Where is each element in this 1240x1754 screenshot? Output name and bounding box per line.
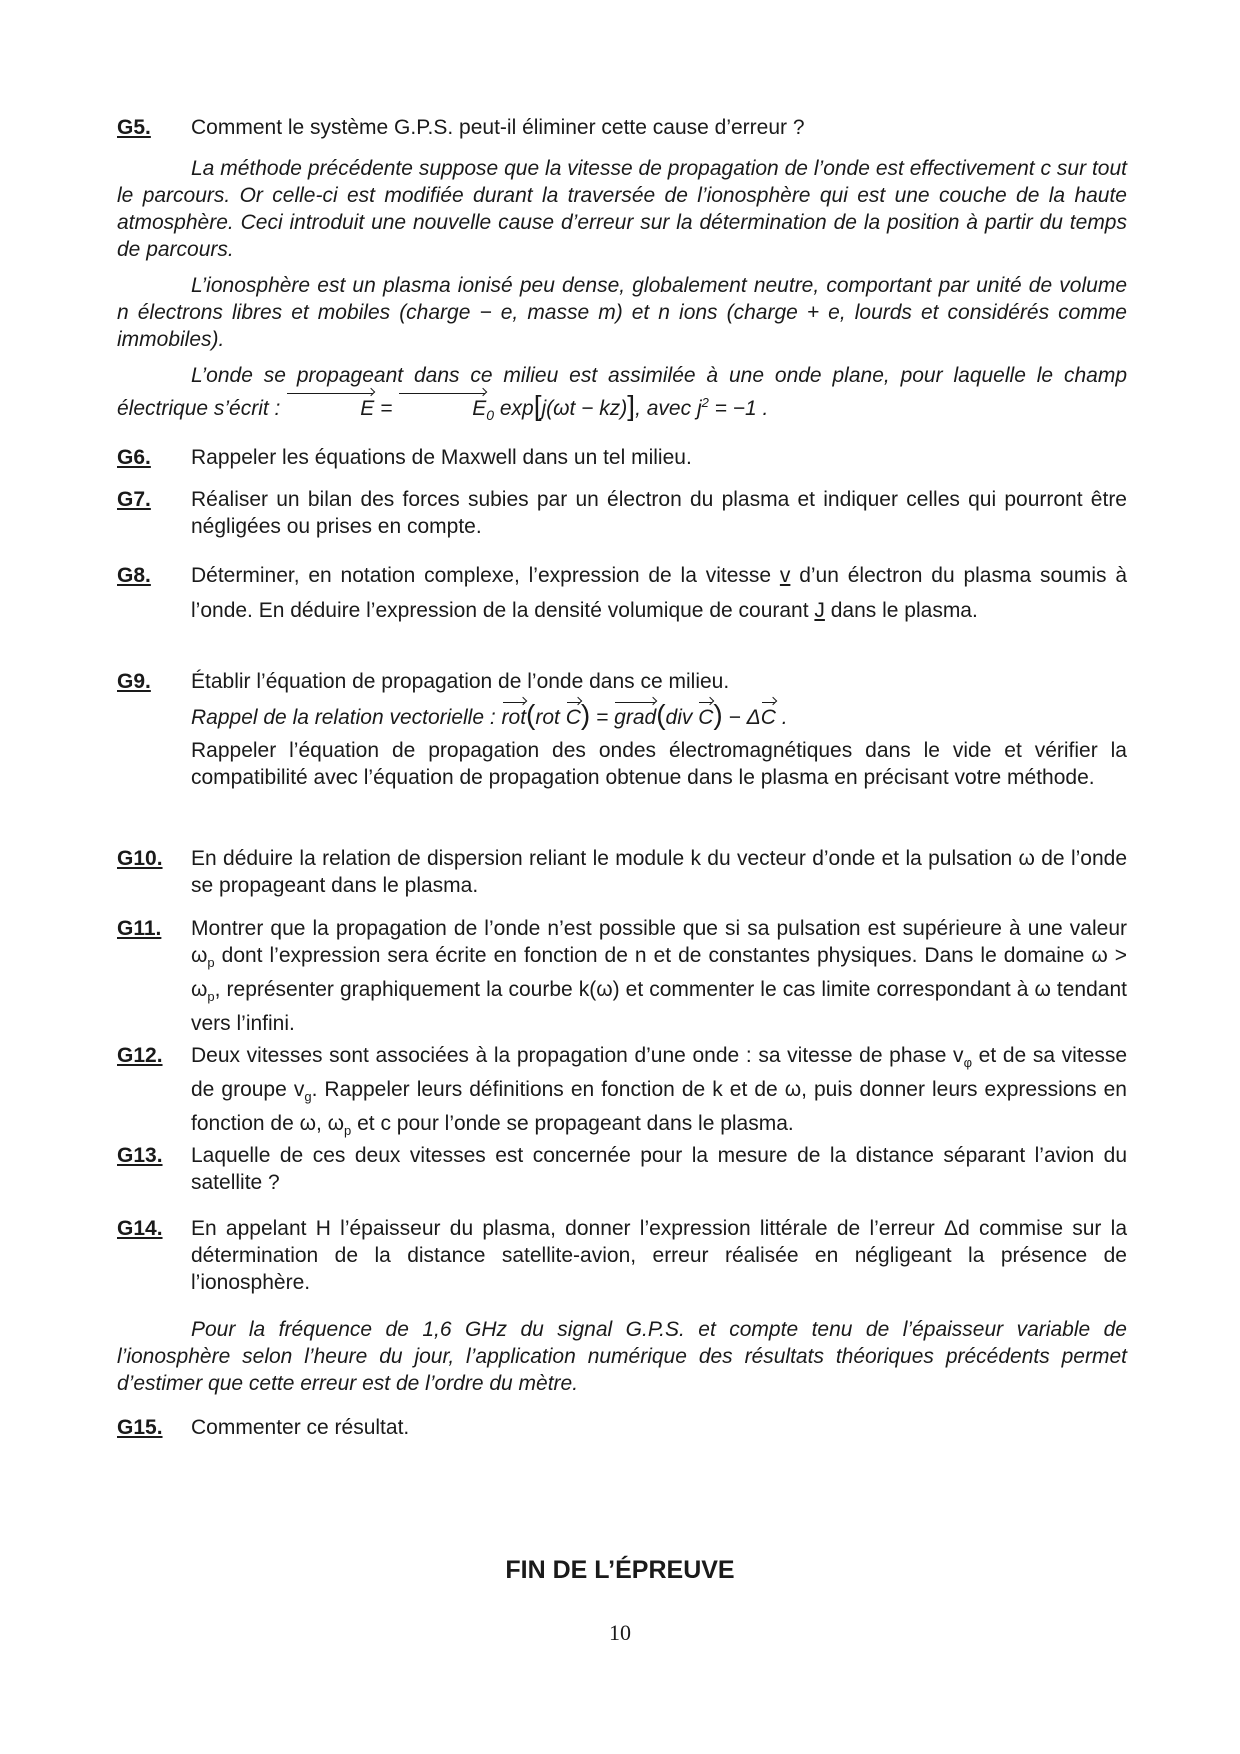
question-number: G12. <box>117 1044 163 1067</box>
field-equation: $E = E_0$ exp[j(ωt − kz)] <box>286 397 635 420</box>
question-text: Deux vitesses sont associées à la propagation d’une onde : sa vitesse de phase $v_\varphi$ et de sa vitesse de groupe $v_g$. Rappeler leurs définitions en fonction de k et de ω, puis donner leurs expressions en fonction de ω, $\omega_p$ et c pour l’onde se propageant dans le plasma. <box>191 1044 1128 1139</box>
question-text: Commenter ce résultat. <box>191 1416 410 1439</box>
question-text: En déduire la relation de dispersion reliant le module k du vecteur d’onde et la pulsation ω de l’onde se propageant dans le plasma. <box>191 847 1127 897</box>
vector-identity: Rappel de la relation vectorielle : rot(rot C) = grad(div C) − ΔC . <box>191 699 788 730</box>
question-number: G9. <box>117 670 151 693</box>
question-g12 <box>117 1042 1127 1145</box>
paragraph-application-numerique: Pour la fréquence de 1,6 GHz du signal G.P.S. et compte tenu de l’épaisseur variable de l’ionosphère selon l’heure du jour, l’application numérique des résultats théoriques précédents permet d’estimer que cette erreur est de l’ordre du mètre. <box>117 1318 1127 1395</box>
imaginary-unit-equation: $j^2 = -1$ . <box>696 395 769 420</box>
question-number: G6. <box>117 446 151 469</box>
page-number: 10 <box>609 1620 631 1645</box>
question-number: G5. <box>117 116 151 139</box>
paragraph-ionosphere: L’ionosphère est un plasma ionisé peu dense, globalement neutre, comportant par unité de volume n électrons libres et mobiles (charge − e, masse m) et n ions (charge + e, lourds et considérés comme immobiles). <box>117 274 1127 351</box>
question-text: Rappeler les équations de Maxwell dans un tel milieu. <box>191 446 692 469</box>
end-title: FIN DE L’ÉPREUVE <box>505 1556 735 1584</box>
paragraph-onde-plane: L’onde se propageant dans ce milieu est assimilée à une onde plane, pour laquelle le champ électrique s’écrit : $E = E_0$ exp[j(ωt − kz)], avec $j^2 = -1$ . <box>117 364 1127 424</box>
question-text-2: Rappeler l’équation de propagation des ondes électromagnétiques dans le vide et vérifier la compatibilité avec l’équation de propagation obtenue dans le plasma en précisant votre méthode. <box>191 739 1127 789</box>
question-text: En appelant H l’épaisseur du plasma, donner l’expression littérale de l’erreur Δd commise sur la détermination de la distance satellite-avion, erreur réalisée en négligeant la présence de l’ionosphère. <box>191 1217 1127 1294</box>
question-g9 <box>117 668 1127 791</box>
question-g8 <box>117 558 1127 628</box>
question-number: G14. <box>117 1217 163 1240</box>
question-number: G8. <box>117 564 151 587</box>
question-g6 <box>117 444 1127 471</box>
question-text: Réaliser un bilan des forces subies par un électron du plasma et indiquer celles qui pourront être négligées ou prises en compte. <box>191 488 1127 538</box>
question-g11 <box>117 915 1127 1037</box>
question-g13 <box>117 1142 1127 1196</box>
question-number: G15. <box>117 1416 163 1439</box>
question-g15 <box>117 1414 1127 1441</box>
question-text: Laquelle de ces deux vitesses est concernée pour la mesure de la distance séparant l’avion du satellite ? <box>191 1144 1127 1194</box>
paragraph-methode: La méthode précédente suppose que la vitesse de propagation de l’onde est effectivement c sur tout le parcours. Or celle-ci est modifiée durant la traversée de l’ionosphère qui est une couche de la haute atmosphère. Ceci introduit une nouvelle cause d’erreur sur la détermination de la position à partir du temps de parcours. <box>117 157 1127 261</box>
question-text: Montrer que la propagation de l’onde n’est possible que si sa pulsation est supérieure à une valeur $\omega_p$ dont l’expression sera écrite en fonction de n et de constantes physiques. Dans le domaine $\omega > \omega_p$, représenter graphiquement la courbe k(ω) et commenter le cas limite correspondant à ω tendant vers l’infini. <box>191 917 1127 1036</box>
question-number: G11. <box>117 917 162 940</box>
current-density-symbol: J <box>814 599 825 622</box>
question-g14 <box>117 1215 1127 1296</box>
velocity-symbol: v <box>779 564 791 587</box>
question-number: G7. <box>117 488 151 511</box>
question-g7 <box>117 486 1127 540</box>
question-number: G13. <box>117 1144 163 1167</box>
question-g10 <box>117 845 1127 899</box>
question-text: Comment le système G.P.S. peut-il éliminer cette cause d’erreur ? <box>191 116 805 139</box>
question-number: G10. <box>117 847 163 870</box>
question-text: Établir l’équation de propagation de l’onde dans ce milieu. <box>191 670 730 693</box>
question-g5 <box>117 114 1127 141</box>
question-text: Déterminer, en notation complexe, l’expression de la vitesse v d’un électron du plasma soumis à l’onde. En déduire l’expression de la densité volumique de courant J dans le plasma. <box>191 564 1128 622</box>
